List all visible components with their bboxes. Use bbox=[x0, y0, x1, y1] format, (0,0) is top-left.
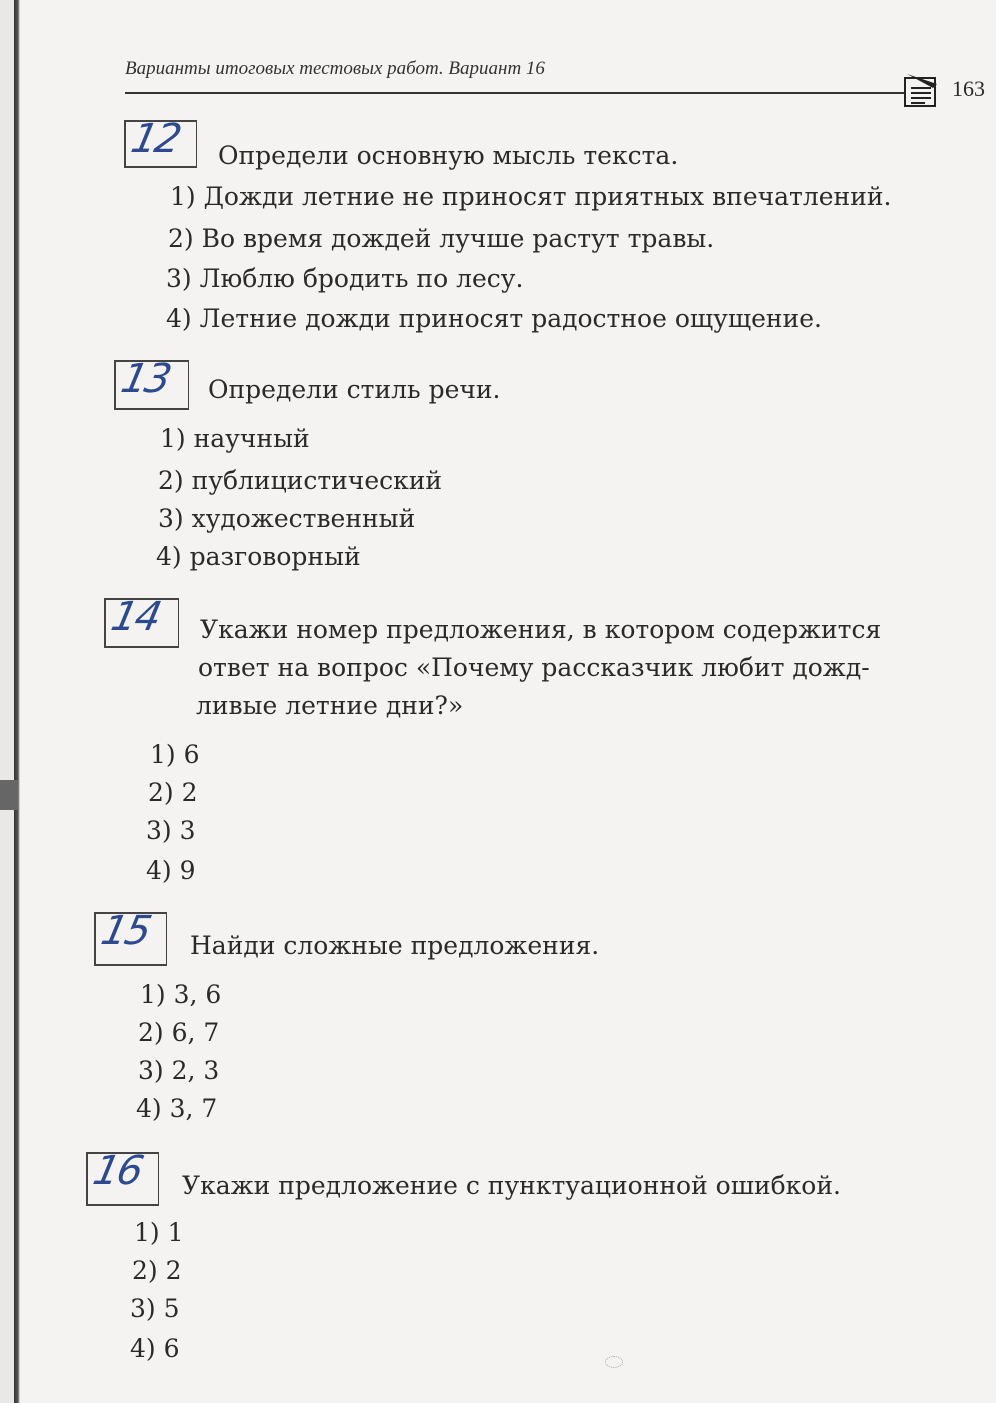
task-number-handwritten: 15 bbox=[97, 908, 154, 954]
task-number-handwritten: 12 bbox=[127, 116, 184, 162]
answer-option: 4) разговорный bbox=[156, 542, 361, 571]
page-number: 163 bbox=[952, 76, 985, 101]
document-icon bbox=[903, 72, 941, 108]
answer-option: 4) Летние дожди приносят радостное ощущение. bbox=[166, 304, 822, 333]
answer-option: 3) художественный bbox=[158, 504, 416, 533]
task-number-handwritten: 16 bbox=[89, 1148, 146, 1194]
answer-option: 4) 9 bbox=[146, 856, 196, 885]
answer-option: 3) 5 bbox=[130, 1294, 180, 1323]
answer-option: 2) 2 bbox=[132, 1256, 182, 1285]
task-question: Определи основную мысль текста. bbox=[218, 141, 679, 170]
answer-option: 3) Люблю бродить по лесу. bbox=[166, 264, 524, 293]
task-question-line: ответ на вопрос «Почему рассказчик любит дожд- bbox=[198, 653, 870, 682]
header-title: Варианты итоговых тестовых работ. Вариант 16 bbox=[125, 58, 545, 79]
answer-option: 2) публицистический bbox=[158, 466, 443, 495]
page-binding-edge bbox=[0, 0, 20, 1403]
answer-option: 1) Дожди летние не приносят приятных впечатлений. bbox=[170, 182, 892, 211]
scan-speck bbox=[605, 1356, 623, 1368]
task-number-handwritten: 13 bbox=[117, 356, 174, 402]
task-number-box bbox=[94, 908, 167, 966]
answer-option: 4) 3, 7 bbox=[136, 1094, 218, 1123]
answer-option: 1) 3, 6 bbox=[140, 980, 222, 1009]
answer-option: 3) 3 bbox=[146, 816, 196, 845]
task-question-line: ливые летние дни?» bbox=[196, 691, 464, 720]
task-number-box bbox=[86, 1148, 159, 1206]
task-question: Найди сложные предложения. bbox=[190, 931, 600, 960]
answer-option: 2) 2 bbox=[148, 778, 198, 807]
header-rule bbox=[125, 92, 905, 94]
task-number-box bbox=[104, 594, 179, 648]
task-number-box bbox=[114, 356, 189, 410]
task-number-handwritten: 14 bbox=[107, 594, 164, 640]
scan-artifact bbox=[0, 780, 18, 810]
answer-option: 1) научный bbox=[160, 424, 310, 453]
task-question: Укажи предложение с пунктуационной ошибкой. bbox=[182, 1171, 841, 1200]
task-number-box bbox=[124, 116, 197, 168]
answer-option: 2) Во время дождей лучше растут травы. bbox=[168, 224, 715, 253]
answer-option: 1) 6 bbox=[150, 740, 200, 769]
answer-option: 1) 1 bbox=[134, 1218, 184, 1247]
answer-option: 2) 6, 7 bbox=[138, 1018, 220, 1047]
answer-option: 3) 2, 3 bbox=[138, 1056, 220, 1085]
page-header bbox=[125, 48, 915, 100]
task-question: Определи стиль речи. bbox=[208, 375, 501, 404]
task-question-line: Укажи номер предложения, в котором содержится bbox=[200, 615, 882, 644]
answer-option: 4) 6 bbox=[130, 1334, 180, 1363]
